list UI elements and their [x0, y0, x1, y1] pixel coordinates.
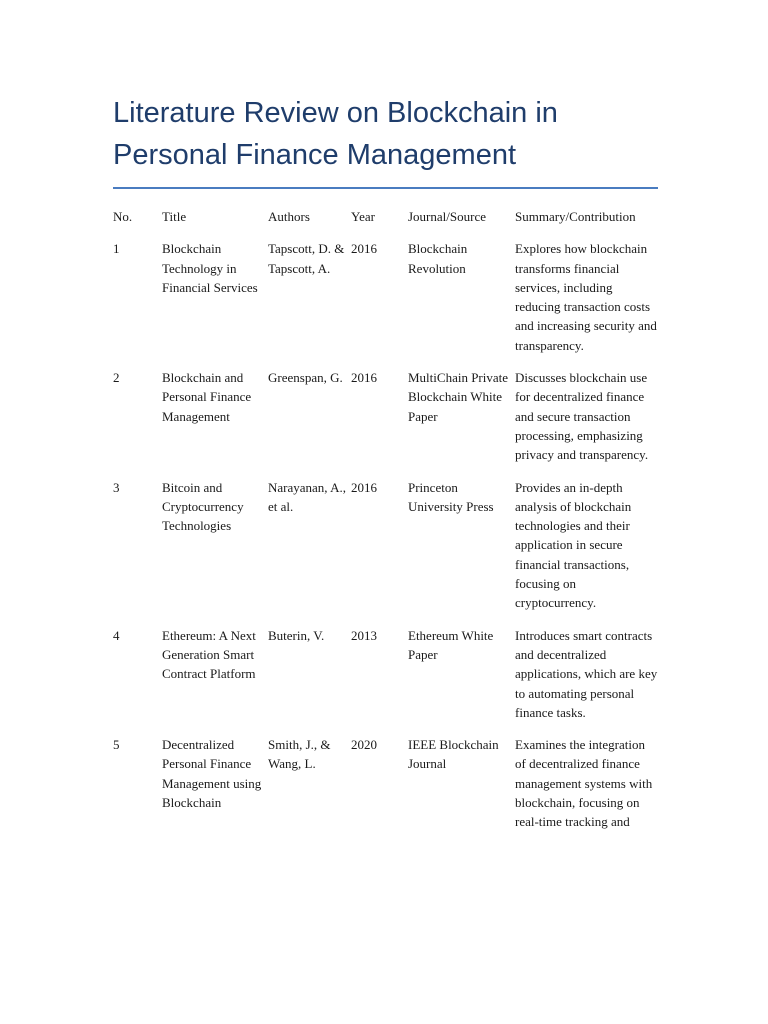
cell-journal: Blockchain Revolution — [408, 241, 468, 276]
cell-title: Blockchain and Personal Finance Management — [162, 370, 252, 424]
cell-authors: Smith, J., & Wang, L. — [268, 737, 331, 772]
cell-authors: Narayanan, A., et al. — [268, 479, 346, 514]
cell-summary: Provides an in-depth analysis of blockchain technologies and their application in secure financial transactions, focusing on cryptocurrency. — [515, 479, 632, 611]
cell-summary: Discusses blockchain use for decentralized finance and secure transaction processing, emphasizing privacy and transparency. — [515, 370, 649, 463]
cell-journal: MultiChain Private Blockchain White Paper — [408, 370, 509, 424]
document-title-line-1: Literature Review on Blockchain in — [113, 97, 558, 129]
cell-summary: Introduces smart contracts and decentralized applications, which are key to automating personal finance tasks. — [515, 627, 658, 720]
cell-authors: Greenspan, G. — [268, 370, 343, 386]
table-row — [113, 626, 658, 735]
table-header-row — [113, 207, 658, 239]
cell-no: 3 — [113, 479, 120, 495]
cell-no: 1 — [113, 241, 120, 257]
header-title: Title — [162, 209, 187, 224]
cell-summary: Explores how blockchain transforms financial services, including reducing transaction costs and increasing security and transparency. — [515, 241, 657, 353]
cell-summary: Examines the integration of decentralized finance management systems with blockchain, focusing on real-time tracking and — [515, 737, 653, 830]
cell-journal: IEEE Blockchain Journal — [408, 737, 499, 772]
cell-title: Bitcoin and Cryptocurrency Technologies — [162, 479, 244, 534]
cell-authors: Tapscott, D. & Tapscott, A. — [268, 241, 345, 276]
cell-year: 2016 — [351, 479, 377, 495]
literature-table — [113, 207, 658, 845]
cell-journal: Ethereum White Paper — [408, 627, 494, 662]
cell-year: 2016 — [351, 241, 377, 257]
header-year: Year — [351, 209, 375, 224]
cell-no: 5 — [113, 737, 120, 753]
table-row — [113, 239, 658, 368]
cell-authors: Buterin, V. — [268, 627, 325, 643]
header-authors: Authors — [268, 209, 310, 224]
document-title-line-2: Personal Finance Management — [113, 139, 517, 171]
cell-year: 2020 — [351, 737, 377, 753]
cell-year: 2016 — [351, 370, 377, 386]
table-row — [113, 735, 658, 844]
cell-no: 2 — [113, 370, 120, 386]
cell-title: Blockchain Technology in Financial Services — [162, 241, 258, 295]
cell-no: 4 — [113, 627, 120, 643]
cell-year: 2013 — [351, 627, 377, 643]
cell-journal: Princeton University Press — [408, 479, 494, 514]
table-row — [113, 478, 658, 626]
header-no: No. — [113, 209, 133, 224]
cell-title: Decentralized Personal Finance Management using Blockchain — [162, 737, 262, 811]
header-journal: Journal/Source — [408, 209, 486, 224]
cell-title: Ethereum: A Next Generation Smart Contract Platform — [162, 627, 256, 682]
title-divider — [113, 187, 658, 189]
table-row — [113, 368, 658, 477]
header-summary: Summary/Contribution — [515, 209, 636, 224]
document-page — [113, 92, 658, 845]
document-title — [113, 92, 658, 176]
